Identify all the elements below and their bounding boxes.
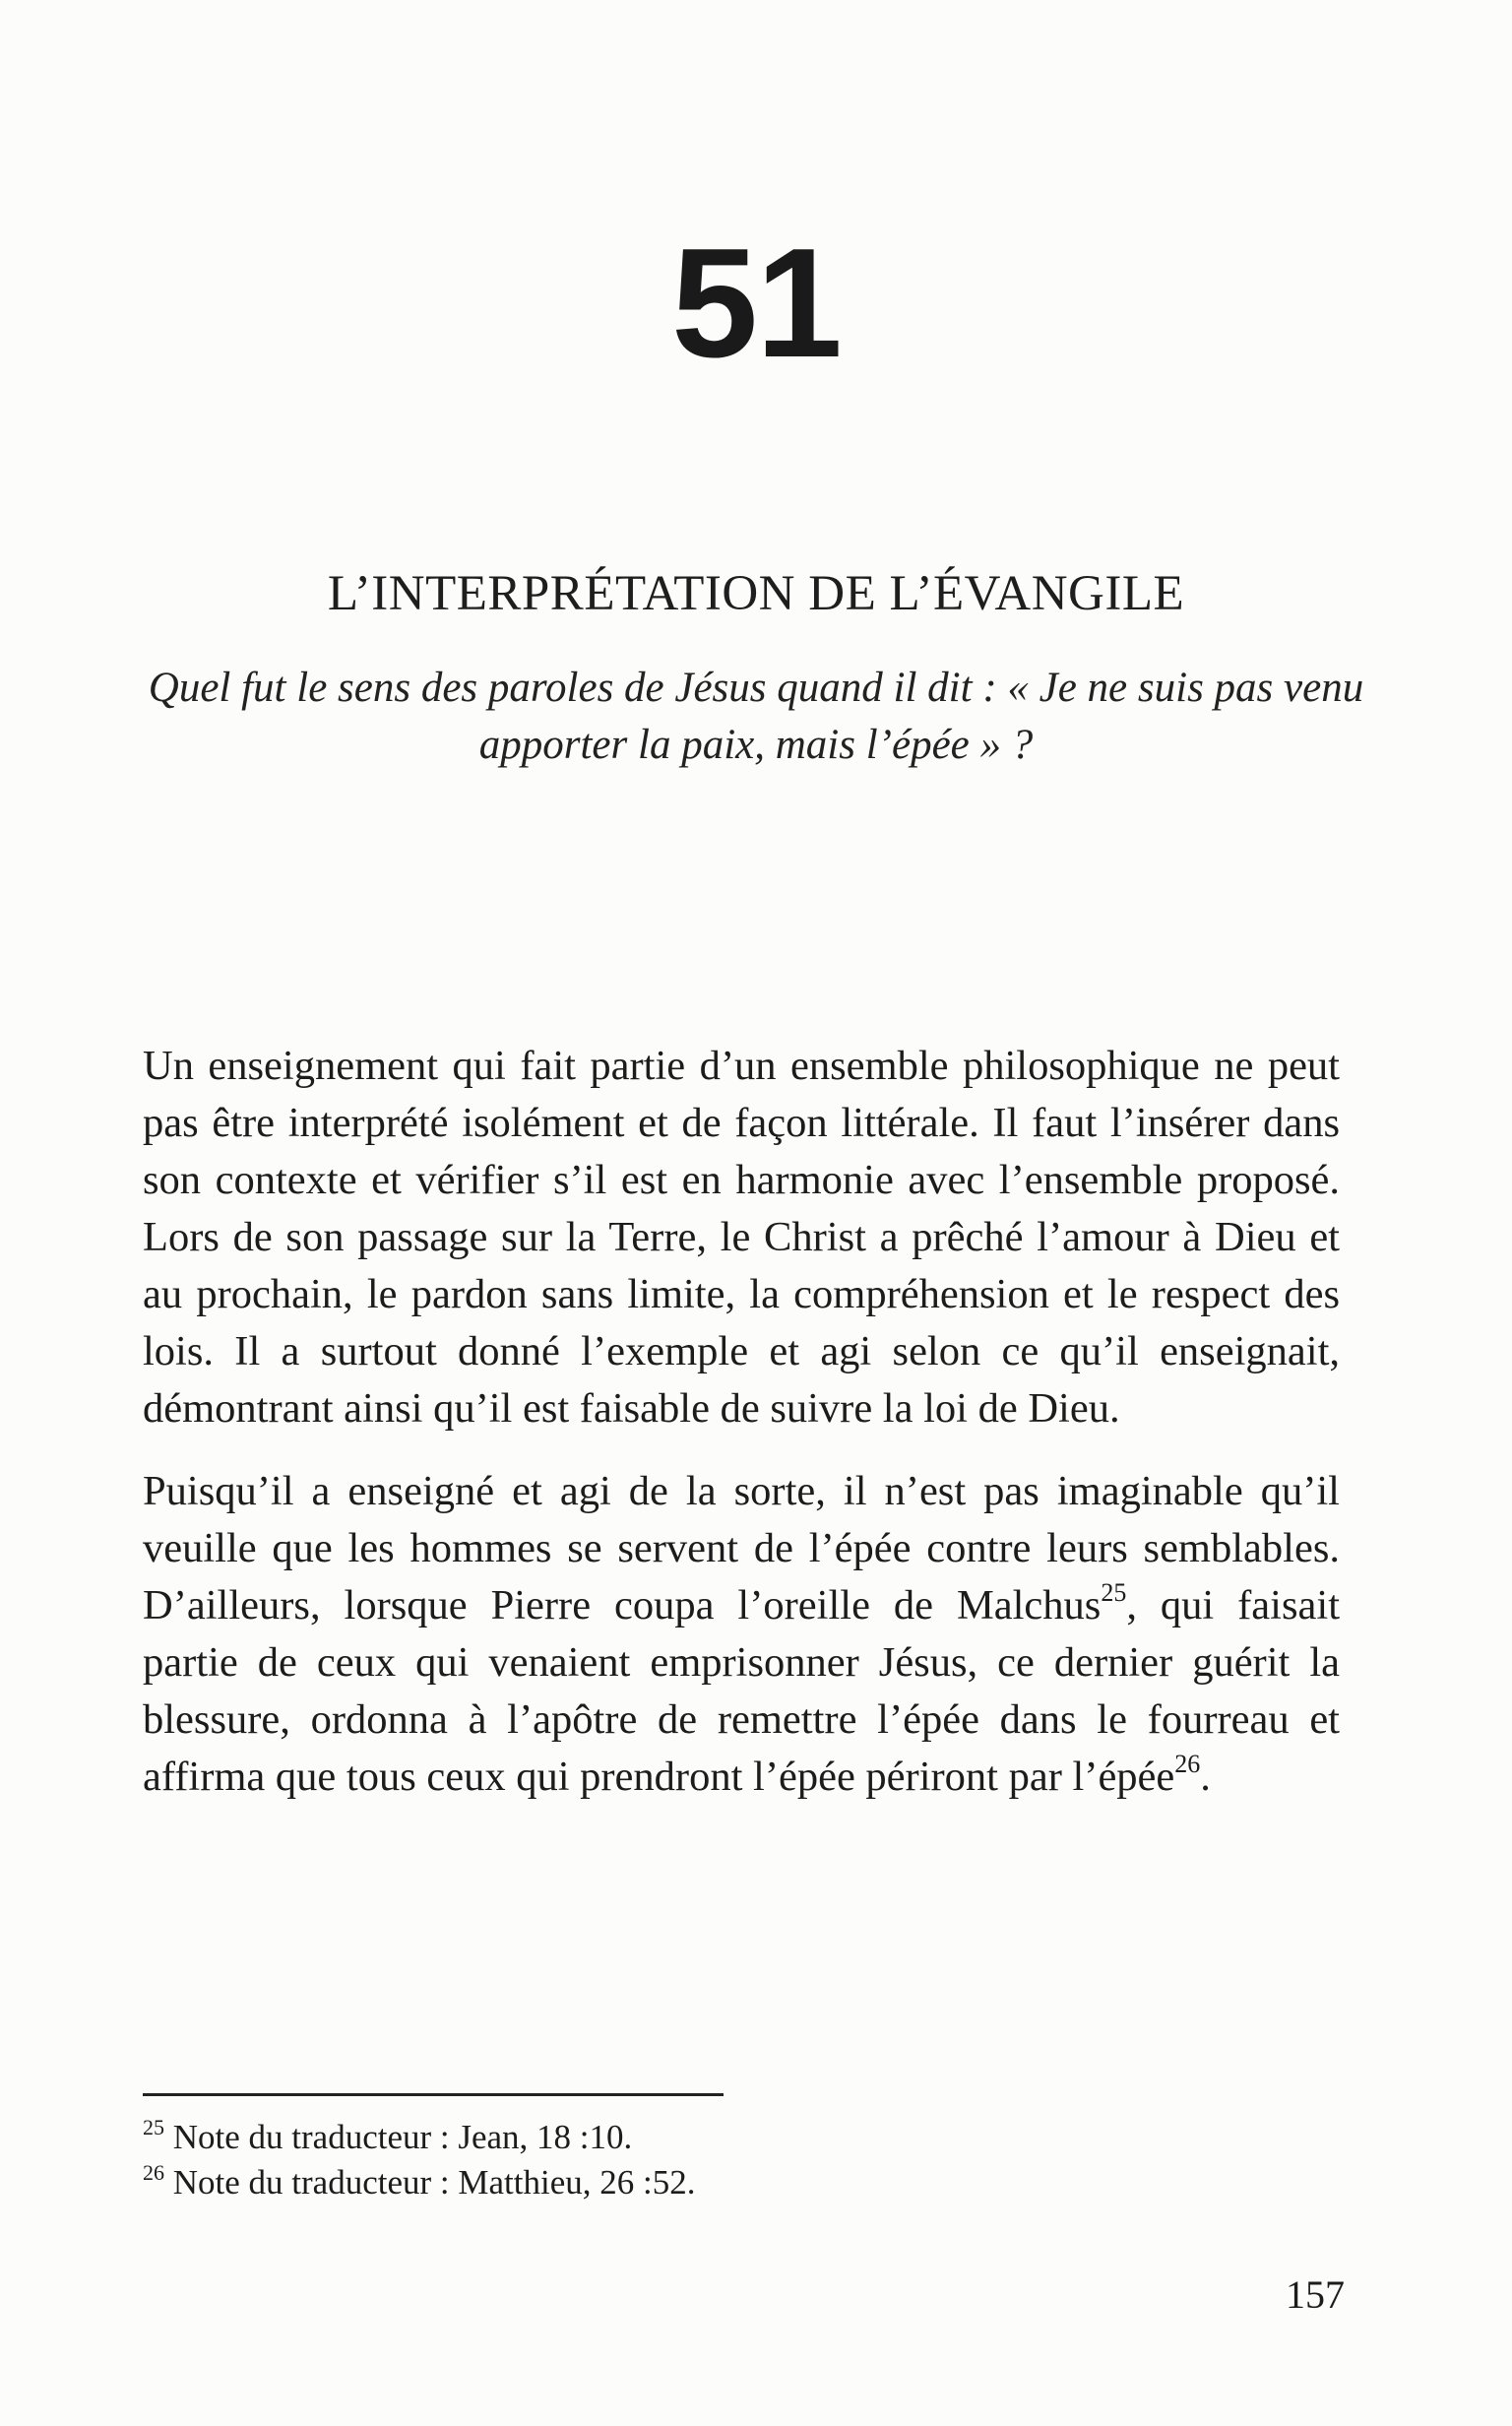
footnote-ref-26: 26 [1174,1750,1201,1778]
paragraph-1: Un enseignement qui fait partie d’un ensemble philosophique ne peut pas être interprété isolément et de façon littérale. Il faut l’insérer dans son contexte et vérifier s’il est en harmonie avec l’ensemble proposé. Lors de son passage sur la Terre, le Christ a prêché l’amour à Dieu et au prochain, le pardon sans limite, la compréhension et le respect des lois. Il a surtout donné l’exemple et agi selon ce qu’il enseignait, démontrant ainsi qu’il est faisable de suivre la loi de Dieu. [143,1043,1340,1432]
chapter-title: L’INTERPRÉTATION DE L’ÉVANGILE [327,566,1185,621]
paragraph-2-part-3: . [1200,1754,1211,1800]
paragraph-2 [143,1463,1340,1806]
paragraph-2-part-2: , qui faisait partie de ceux qui venaient emprisonner Jésus, ce dernier guérit la blessure, ordonna à l’apôtre de remettre l’épée dans le fourreau et affirma que tous ceux qui prendront l’épée périront par l’épée [143,1582,1341,1800]
body-text [143,1038,1340,1831]
footnote-text: Note du traducteur : Jean, 18 :10. [172,2118,633,2156]
footnote-marker: 25 [143,2115,164,2139]
chapter-question: Quel fut le sens des paroles de Jésus quand il dit : « Je ne suis pas venu apporter la paix, mais l’épée » ? [148,665,1364,768]
footnote-26 [143,2160,1127,2205]
paragraph-2-part-1: Puisqu’il a enseigné et agi de la sorte, il n’est pas imaginable qu’il veuille que les hommes se servent de l’épée contre leurs semblables. D’ailleurs, lorsque Pierre coupa l’oreille de Malchus [143,1468,1340,1628]
footnote-ref-25: 25 [1101,1578,1127,1607]
footnote-25 [143,2115,1127,2160]
footnote-marker: 26 [143,2160,164,2185]
footnotes [143,2115,1127,2205]
footnote-separator [143,2093,724,2096]
page-number: 157 [1286,2272,1345,2317]
chapter-number: 51 [671,217,841,390]
footnote-text: Note du traducteur : Matthieu, 26 :52. [172,2163,696,2202]
